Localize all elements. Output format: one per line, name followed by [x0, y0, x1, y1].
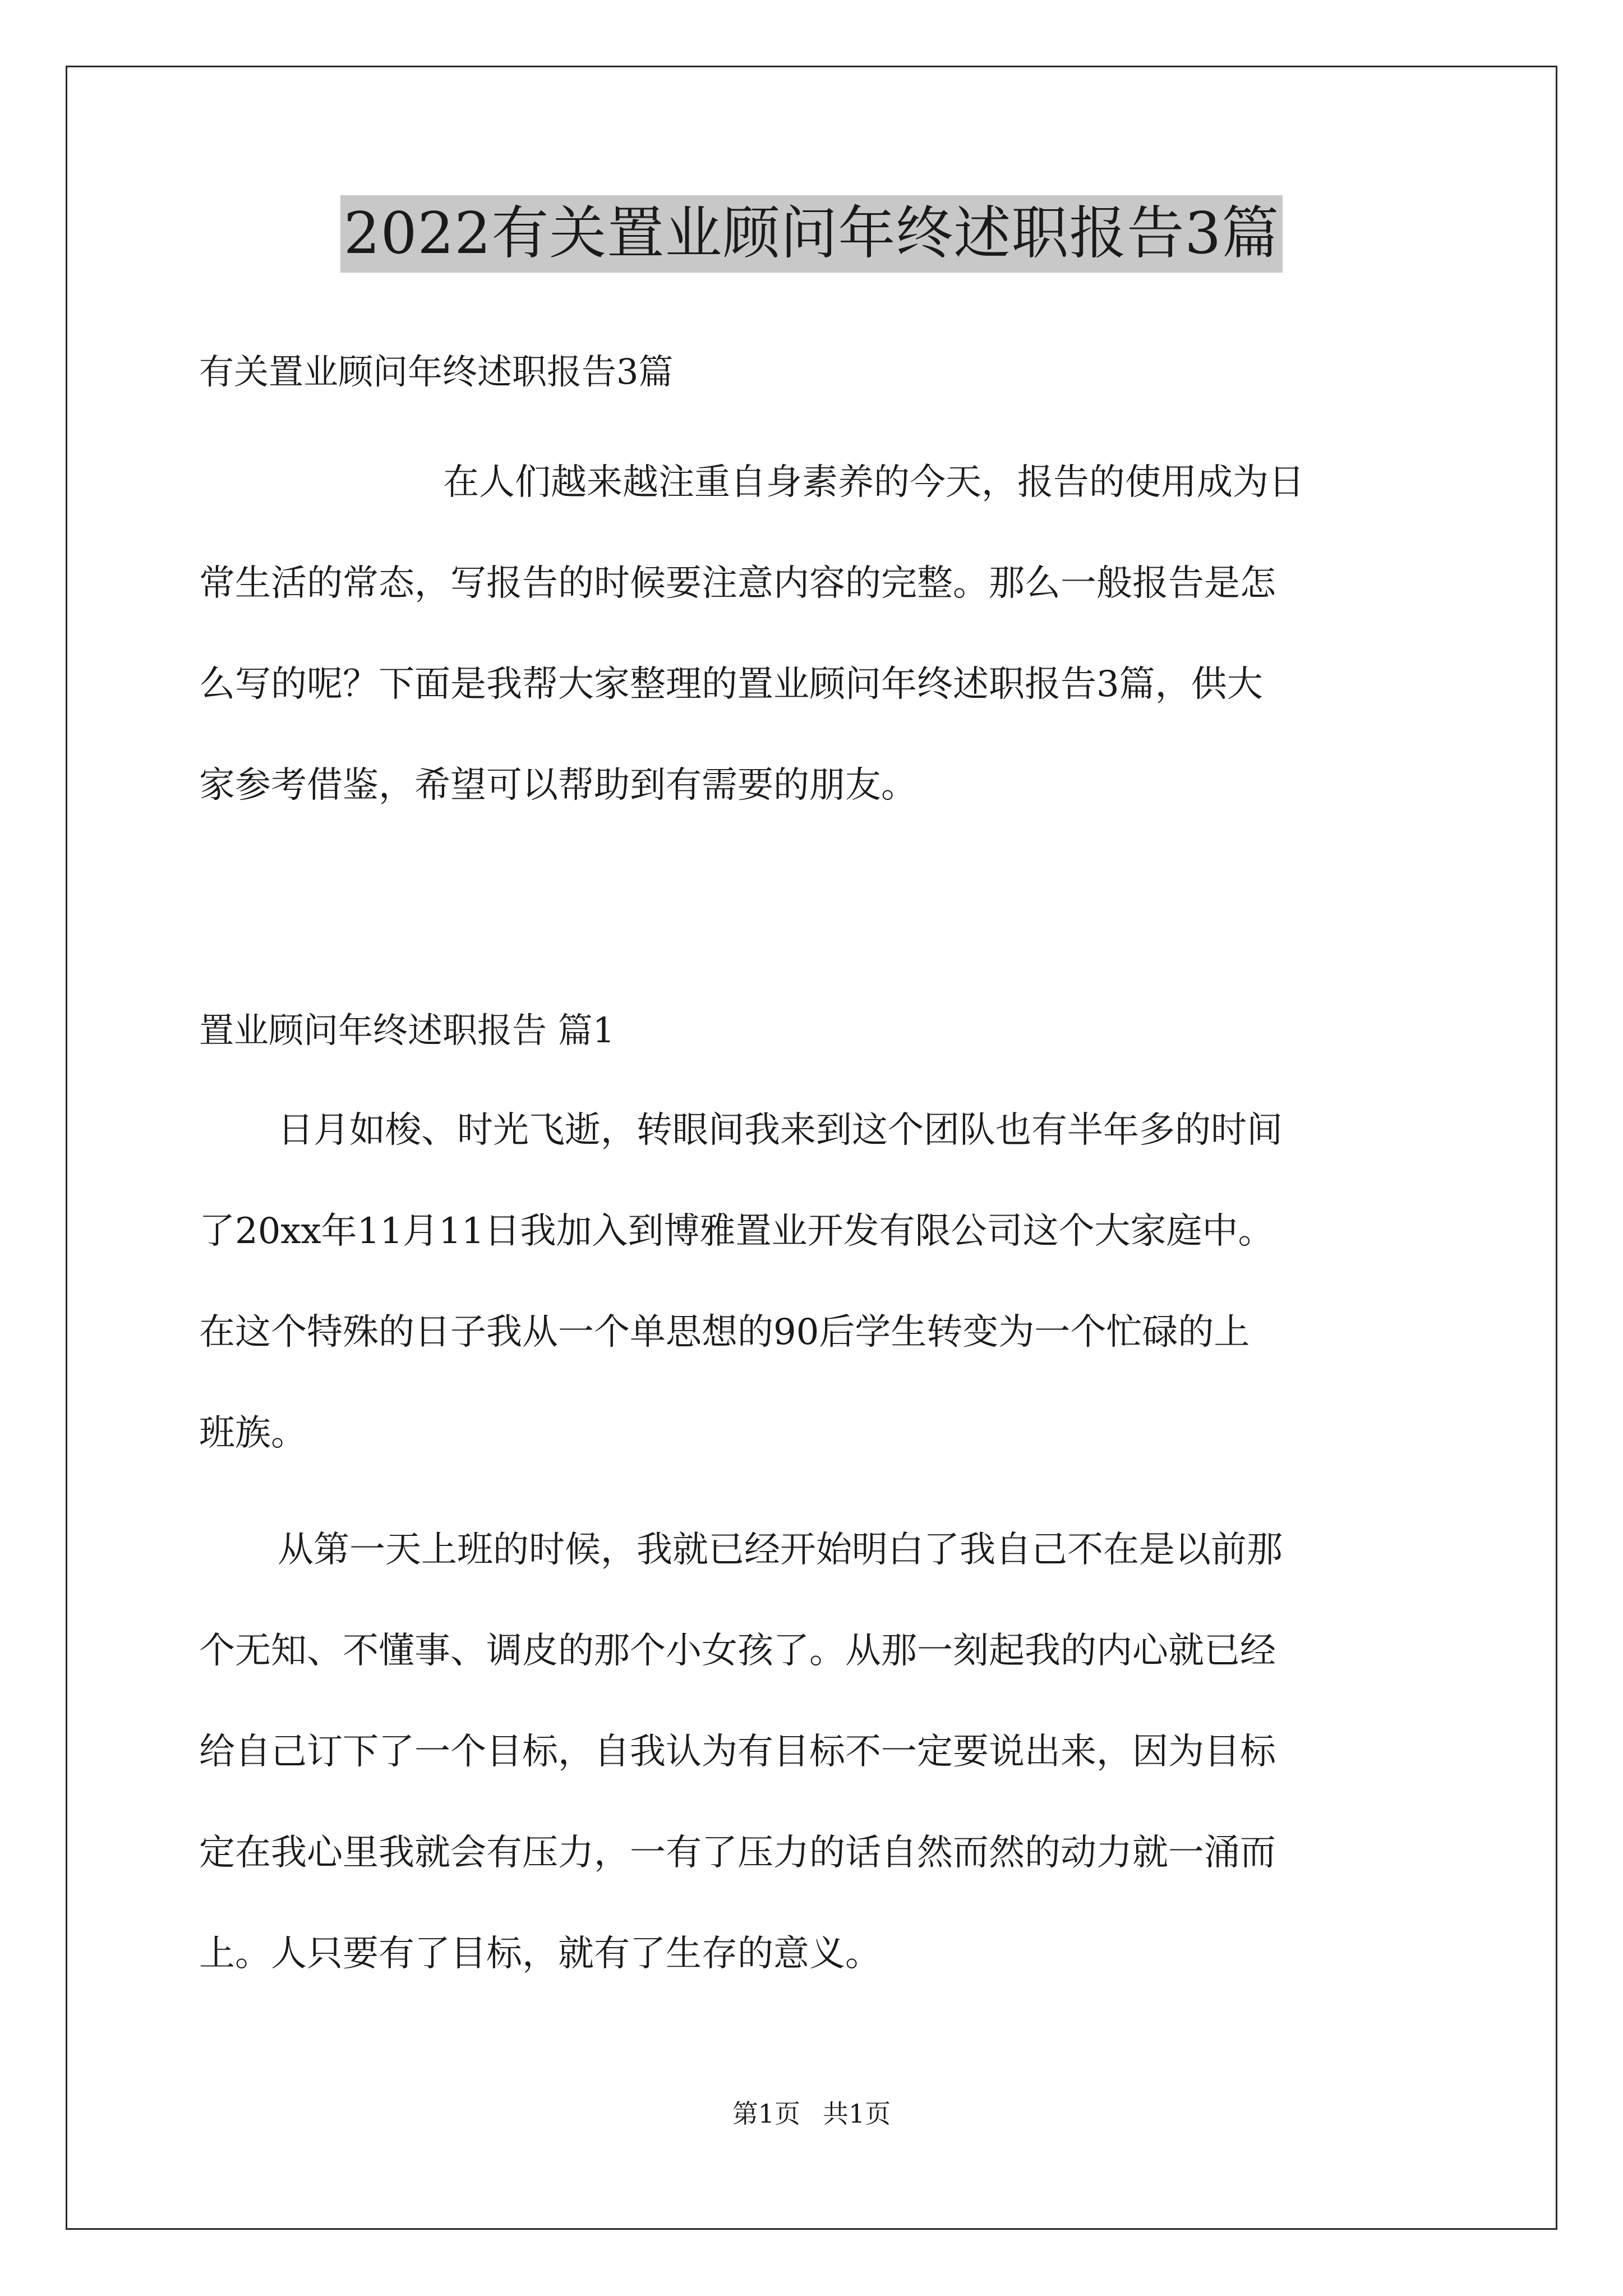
- intro-line: 家参考借鉴，希望可以帮助到有需要的朋友。: [199, 765, 917, 806]
- paragraph-line: 班族。: [199, 1412, 307, 1454]
- paragraph-line: 日月如梭、时光飞逝，转眼间我来到这个团队也有半年多的时间: [278, 1110, 1283, 1151]
- intro-paragraph: [199, 457, 1450, 861]
- document-subtitle: 有关置业顾问年终述职报告3篇: [199, 351, 674, 392]
- paragraph-line: 在这个特殊的日子我从一个单思想的90后学生转变为一个忙碌的上: [199, 1312, 1250, 1353]
- intro-line: 在人们越来越注重自身素养的今天，报告的使用成为日: [443, 462, 1304, 503]
- document-title: 2022有关置业顾问年终述职报告3篇: [340, 195, 1283, 273]
- page-footer: [0, 2097, 1623, 2131]
- paragraph-line: 个无知、不懂事、调皮的那个小女孩了。从那一刻起我的内心就已经: [199, 1630, 1276, 1672]
- paragraph-2: [199, 1525, 1489, 2030]
- intro-line: 么写的呢？下面是我帮大家整理的置业顾问年终述职报告3篇，供大: [199, 664, 1263, 705]
- paragraph-1: [199, 1105, 1489, 1509]
- page-number: 第1页: [732, 2099, 800, 2129]
- paragraph-line: 了20xx年11月11日我加入到博雅置业开发有限公司这个大家庭中。: [199, 1211, 1274, 1252]
- paragraph-line: 从第一天上班的时候，我就已经开始明白了我自己不在是以前那: [278, 1529, 1283, 1571]
- page-total: 共1页: [823, 2099, 891, 2129]
- paragraph-line: 定在我心里我就会有压力，一有了压力的话自然而然的动力就一涌而: [199, 1832, 1276, 1874]
- section-heading: 置业顾问年终述职报告 篇1: [199, 1010, 615, 1051]
- intro-line: 常生活的常态，写报告的时候要注意内容的完整。那么一般报告是怎: [199, 563, 1276, 604]
- paragraph-line: 上。人只要有了目标，就有了生存的意义。: [199, 1933, 881, 1975]
- paragraph-line: 给自己订下了一个目标，自我认为有目标不一定要说出来，因为目标: [199, 1731, 1276, 1773]
- document-title-block: [0, 195, 1623, 273]
